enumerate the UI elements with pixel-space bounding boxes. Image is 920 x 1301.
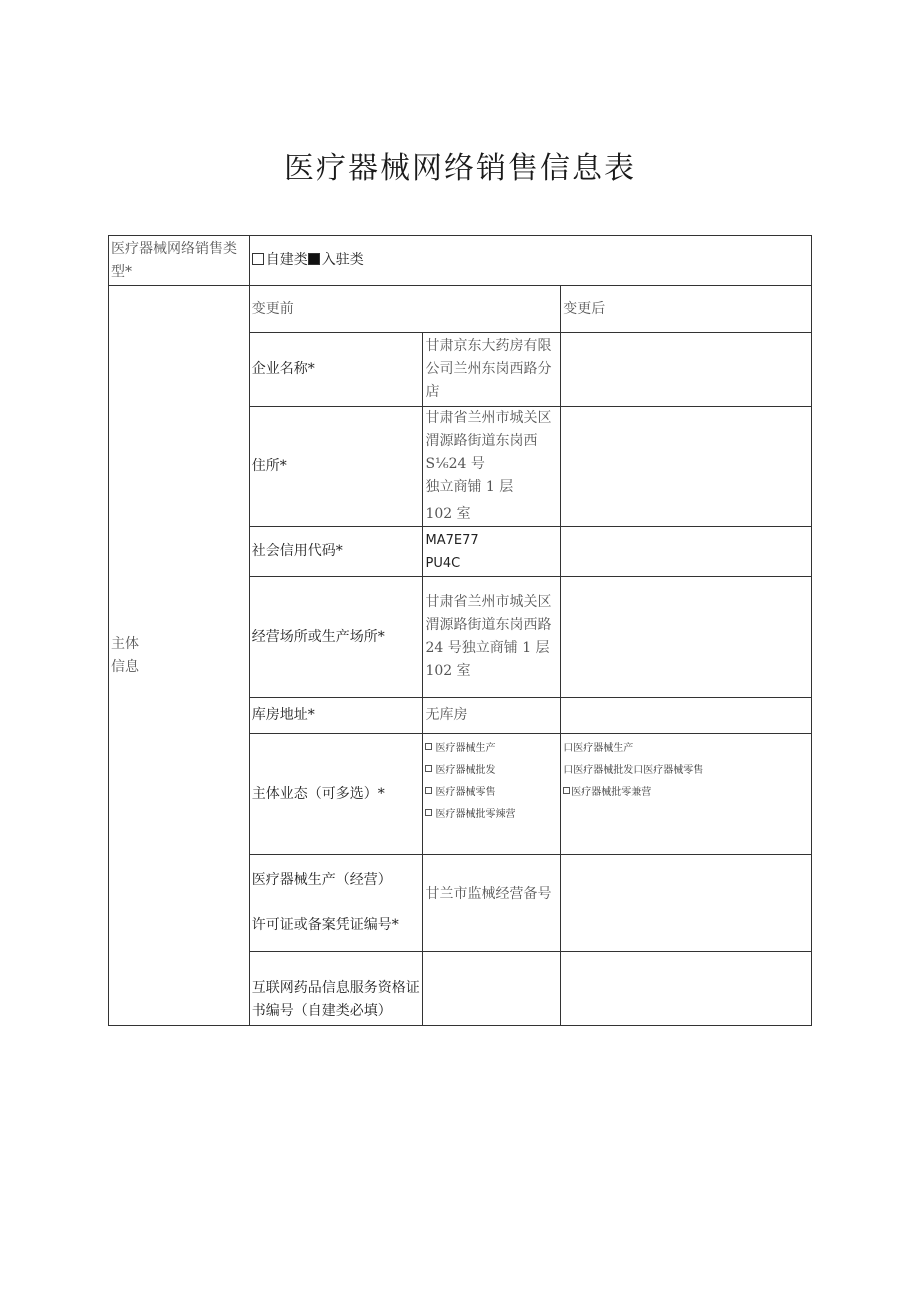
header-before: 变更前 <box>249 286 560 333</box>
after-premises[interactable] <box>561 577 812 698</box>
after-company-name[interactable] <box>561 333 812 407</box>
checkbox-icon <box>425 743 432 750</box>
sales-type-options <box>249 236 811 286</box>
sales-type-row <box>109 236 812 286</box>
sales-type-label: 医疗器械网络销售类型* <box>109 236 250 286</box>
label-warehouse: 库房地址* <box>249 698 423 734</box>
before-internet-cert[interactable] <box>423 952 561 1026</box>
after-credit-code[interactable] <box>561 527 812 577</box>
option-self-built-label: 自建类 <box>265 252 308 268</box>
checkbox-icon <box>425 787 432 794</box>
after-internet-cert[interactable] <box>561 952 812 1026</box>
header-row <box>109 286 812 333</box>
after-warehouse[interactable] <box>561 698 812 734</box>
label-business-form: 主体业态（可多选）* <box>249 734 423 855</box>
label-company-name: 企业名称* <box>249 333 423 407</box>
before-license: 甘兰市监械经营备号 <box>423 855 561 952</box>
checkbox-icon <box>425 809 432 816</box>
before-credit-code: MA7E77 PU4C <box>423 527 561 577</box>
option-wholesale[interactable]: 医疗器械批发 <box>425 764 558 778</box>
info-form-table <box>108 235 812 1026</box>
before-warehouse: 无库房 <box>423 698 561 734</box>
checkbox-self-built[interactable] <box>252 253 264 265</box>
before-company-name: 甘肃京东大药房有限公司兰州东岗西路分店 <box>423 333 561 407</box>
checkbox-icon <box>563 787 570 794</box>
option-retail[interactable]: 医疗器械零售 <box>425 786 558 800</box>
label-premises: 经营场所或生产场所* <box>249 577 423 698</box>
header-after: 变更后 <box>561 286 812 333</box>
label-residence: 住所* <box>249 407 423 527</box>
after-license[interactable] <box>561 855 812 952</box>
before-premises: 甘肃省兰州市城关区渭源路街道东岗西路 24 号独立商铺 1 层 102 室 <box>423 577 561 698</box>
label-internet-cert: 互联网药品信息服务资格证书编号（自建类必填） <box>249 952 423 1026</box>
option-settled-label: 入驻类 <box>321 252 364 268</box>
label-credit-code: 社会信用代码* <box>249 527 423 577</box>
after-residence[interactable] <box>561 407 812 527</box>
checkbox-icon <box>425 765 432 772</box>
label-license: 医疗器械生产（经营） 许可证或备案凭证编号* <box>249 855 423 952</box>
option-production[interactable]: 医疗器械生产 <box>425 742 558 756</box>
section-label: 主体 信息 <box>109 286 250 1026</box>
before-residence: 甘肃省兰州市城关区渭源路街道东岗西 S⅙24 号 独立商铺 1 层 102 室 <box>423 407 561 527</box>
after-business-form: 口医疗器械生产 口医疗器械批发口医疗器械零售 医疗器械批零兼营 <box>561 734 812 855</box>
before-business-form <box>423 734 561 855</box>
checkbox-settled[interactable] <box>308 253 320 265</box>
page-title: 医疗器械网络销售信息表 <box>284 151 636 186</box>
option-wholesale-retail[interactable]: 医疗器械批零辣营 <box>425 808 558 822</box>
